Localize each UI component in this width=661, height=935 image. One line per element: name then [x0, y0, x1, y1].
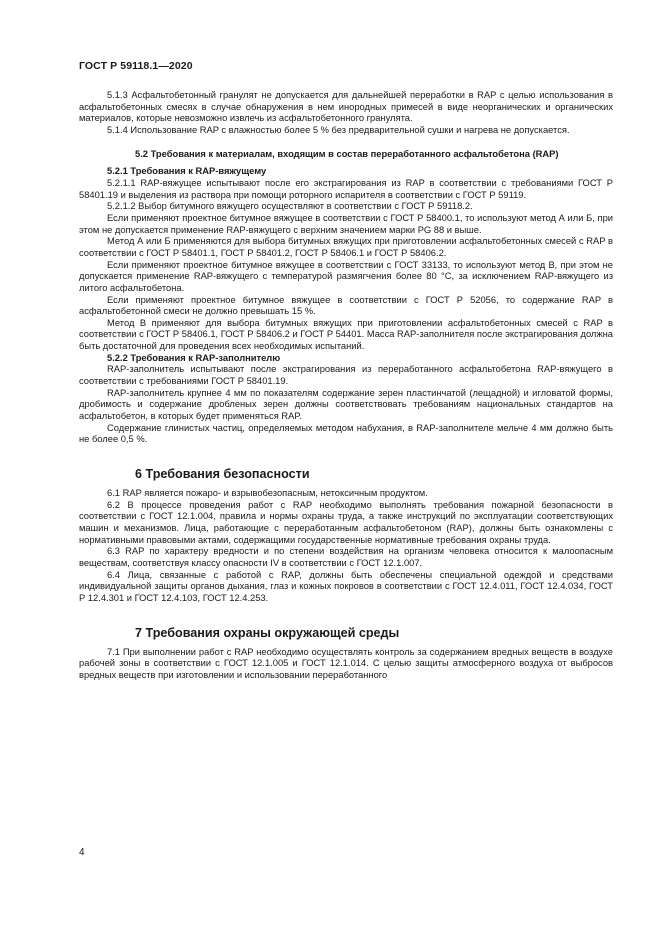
subsection-5-2-2-title: 5.2.2 Требования к RAP-заполнителю [107, 352, 281, 363]
page-number: 4 [79, 847, 85, 858]
paragraph: Метод В применяют для выбора битумных вяжущих при приготовлении асфальтобетонных смесей с RAP в соответствии с ГОСТ Р 58406.1, ГОСТ Р 58406.2 и ГОСТ Р 54401. Масса RAP-заполнителя после экстрагирования должна быть достаточной для проведения всех необходимых испытаний. [79, 317, 613, 352]
section-5-2-title: 5.2 Требования к материалам, входящим в состав переработанного асфальтобетона (RAP) [135, 148, 559, 159]
paragraph: RAP-заполнитель крупнее 4 мм по показателям содержание зерен пластинчатой (лещадной) и игловатой формы, дробимость и содержание дробленых зерен должны соответствовать требованиям национальных стандартов на асфальтобетон, в которых будет применяться RAP. [79, 387, 613, 422]
document-body [79, 90, 613, 682]
clause-5-1-4: 5.1.4 Использование RAP с влажностью более 5 % без предварительной сушки и нагрева не допускается. [107, 124, 570, 135]
paragraph: Метод А или Б применяются для выбора битумных вяжущих при приготовлении асфальтобетонных смесей с RAP в соответствии с ГОСТ Р 58401.1, ГОСТ Р 58401.2, ГОСТ Р 58406.1 и ГОСТ Р 58406.2. [79, 236, 613, 258]
document-code-header: ГОСТ Р 59118.1—2020 [79, 60, 193, 72]
clause-5-1-3: 5.1.3 Асфальтобетонный гранулят не допускается для дальнейшей переработки в RAP с целью использования в асфальтобетонных смесях в случае обнаружения в нем инородных примесей в виде неорганических и органических материалов, которые невозможно извлечь из асфальтобетонного гранулята. [79, 90, 613, 124]
clause-6-2: 6.2 В процессе проведения работ с RAP необходимо выполнять требования пожарной безопасности в соответствии с ГОСТ 12.1.004, правила и нормы охраны труда, а также инструкций по эксплуатации соответствующих машин и механизмов. Лица, работающие с переработанным асфальтобетоном (RAP), должны быть ознакомлены с нормативными правовыми актами, содержащими государственные нормативные требования охраны труда. [79, 499, 613, 545]
section-6-title: 6 Требования безопасности [135, 467, 310, 482]
clause-6-1: 6.1 RAP является пожаро- и взрывобезопасным, нетоксичным продуктом. [107, 488, 428, 499]
subsection-5-2-1-title: 5.2.1 Требования к RAP-вяжущему [107, 166, 267, 177]
section-7-title: 7 Требования охраны окружающей среды [135, 625, 400, 640]
paragraph: Если применяют проектное битумное вяжущее в соответствии с ГОСТ Р 52056, то содержание RAP в асфальтобетонной смеси не должно превышать 15 %. [79, 294, 613, 317]
paragraph: RAP-заполнитель испытывают после экстрагирования из переработанного асфальтобетона RAP-вяжущего в соответствии с требованиями ГОСТ Р 58401.19. [79, 364, 613, 387]
clause-5-2-1-2: 5.2.1.2 Выбор битумного вяжущего осуществляют в соответствии с ГОСТ Р 59118.2. [107, 201, 473, 212]
clause-7-1: 7.1 При выполнении работ с RAP необходимо осуществлять контроль за содержанием вредных веществ в воздухе рабочей зоны в соответствии с ГОСТ 12.1.005 и ГОСТ 12.1.014. С целью защиты атмосферного воздуха от выбросов вредных веществ при изготовлении и использовании переработанного [79, 646, 613, 680]
paragraph: Если применяют проектное битумное вяжущее в соответствии с ГОСТ Р 58400.1, то используют метод А или Б, при этом не допускается применение RAP-вяжущего с верхним значением марки PG 88 и выше. [79, 212, 613, 235]
clause-6-4: 6.4 Лица, связанные с работой с RAP, должны быть обеспечены специальной одеждой и средствами индивидуальной защиты органов дыхания, глаз и кожных покровов в соответствии с ГОСТ 12.4.011, ГОСТ 12.4.034, ГОСТ Р 12.4.301 и ГОСТ 12.4.103, ГОСТ 12.4.253. [79, 569, 613, 603]
paragraph: Содержание глинистых частиц, определяемых методом набухания, в RAP-заполнителе мельче 4 мм должно быть не более 0,5 %. [79, 422, 613, 445]
paragraph: Если применяют проектное битумное вяжущее в соответствии с ГОСТ 33133, то используют метод В, при этом не допускается применение RAP-вяжущего с температурой размягчения более 80 °С, за исключением RAP-вяжущего из литого асфальтобетона. [79, 259, 613, 293]
clause-5-2-1-1: 5.2.1.1 RAP-вяжущее испытывают после его экстрагирования из RAP в соответствии с требованиями ГОСТ Р 58401.19 и выделения из раствора при помощи роторного испарителя в соответствии с ГОСТ Р 59119. [79, 177, 613, 200]
clause-6-3: 6.3 RAP по характеру вредности и по степени воздействия на организм человека относится к малоопасным веществам, соответствуя классу опасности IV в соответствии с ГОСТ 12.1.007. [79, 546, 613, 568]
